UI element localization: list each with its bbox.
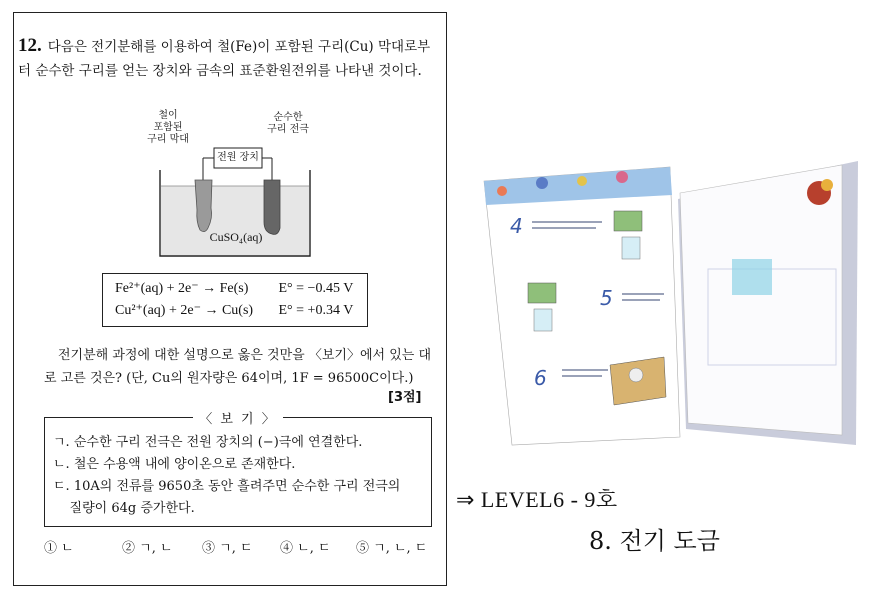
power-supply-label: 전원 장치 bbox=[217, 152, 259, 163]
bogi-item-digeut: ㄷ. 10A의 전류를 9650초 동안 흘려주면 순수한 구리 전극의 bbox=[53, 479, 401, 494]
bogi-item-nieun: ㄴ. 철은 수용액 내에 양이온으로 존재한다. bbox=[53, 457, 296, 472]
points-label: [3점] bbox=[388, 390, 422, 405]
choice-2[interactable]: ② ㄱ, ㄴ bbox=[122, 541, 173, 556]
equation-fe: Fe²⁺(aq) + 2e⁻ → Fe(s) bbox=[115, 281, 249, 296]
step-number-5: 5 bbox=[600, 286, 613, 310]
step-number-4: 4 bbox=[510, 214, 523, 238]
potential-cu: E° = +0.34 V bbox=[278, 303, 354, 318]
question-number: 12. bbox=[18, 35, 42, 56]
bogi-item-digeut-cont: 질량이 64g 증가한다. bbox=[53, 501, 195, 516]
choice-4[interactable]: ④ ㄴ, ㄷ bbox=[280, 541, 331, 556]
question-intro: 다음은 전기분해를 이용하여 철(Fe)이 포함된 구리(Cu) 막대로부터 순수한 구리를 얻는 장치와 금속의 표준환원전위를 나타낸 것이다. bbox=[18, 39, 431, 79]
step-number-6: 6 bbox=[534, 366, 547, 390]
equation-cu: Cu²⁺(aq) + 2e⁻ → Cu(s) bbox=[115, 303, 254, 318]
equation-row-cu bbox=[115, 300, 367, 322]
right-rod-label: 순수한 구리 전극 bbox=[267, 112, 309, 135]
potential-fe: E° = −0.45 V bbox=[278, 281, 354, 296]
choice-3[interactable]: ③ ㄱ, ㄷ bbox=[202, 541, 253, 556]
question-text-block bbox=[18, 34, 438, 83]
electrolysis-apparatus-diagram bbox=[147, 110, 318, 264]
bogi-items bbox=[53, 432, 400, 520]
bogi-box bbox=[44, 412, 432, 527]
left-rod-label: 철이 포함된 구리 막대 bbox=[147, 110, 189, 145]
choice-5[interactable]: ⑤ ㄱ, ㄴ, ㄷ bbox=[356, 541, 428, 556]
question-prompt: 전기분해 과정에 대한 설명으로 옳은 것만을 〈보기〉에서 있는 대로 고른 것은? (단, Cu의 원자량은 64이며, 1F = 96500C이다.) bbox=[44, 348, 432, 386]
textbook-svg bbox=[482, 153, 862, 453]
answer-choices bbox=[44, 537, 444, 556]
level-reference: ⇒ LEVEL6 - 9호 bbox=[456, 487, 618, 512]
reduction-potential-box bbox=[102, 273, 368, 327]
equation-row-fe bbox=[115, 278, 367, 300]
choice-1[interactable]: ① ㄴ bbox=[44, 541, 74, 556]
bogi-item-giyeok: ㄱ. 순수한 구리 전극은 전원 장치의 (−)극에 연결한다. bbox=[53, 435, 363, 450]
solution-label: CuSO₄(aq) bbox=[209, 230, 263, 244]
textbook-thumbnail bbox=[482, 153, 862, 453]
chapter-title: 8. 전기 도금 bbox=[589, 527, 720, 555]
bogi-title: 〈 보 기 〉 bbox=[193, 412, 283, 427]
